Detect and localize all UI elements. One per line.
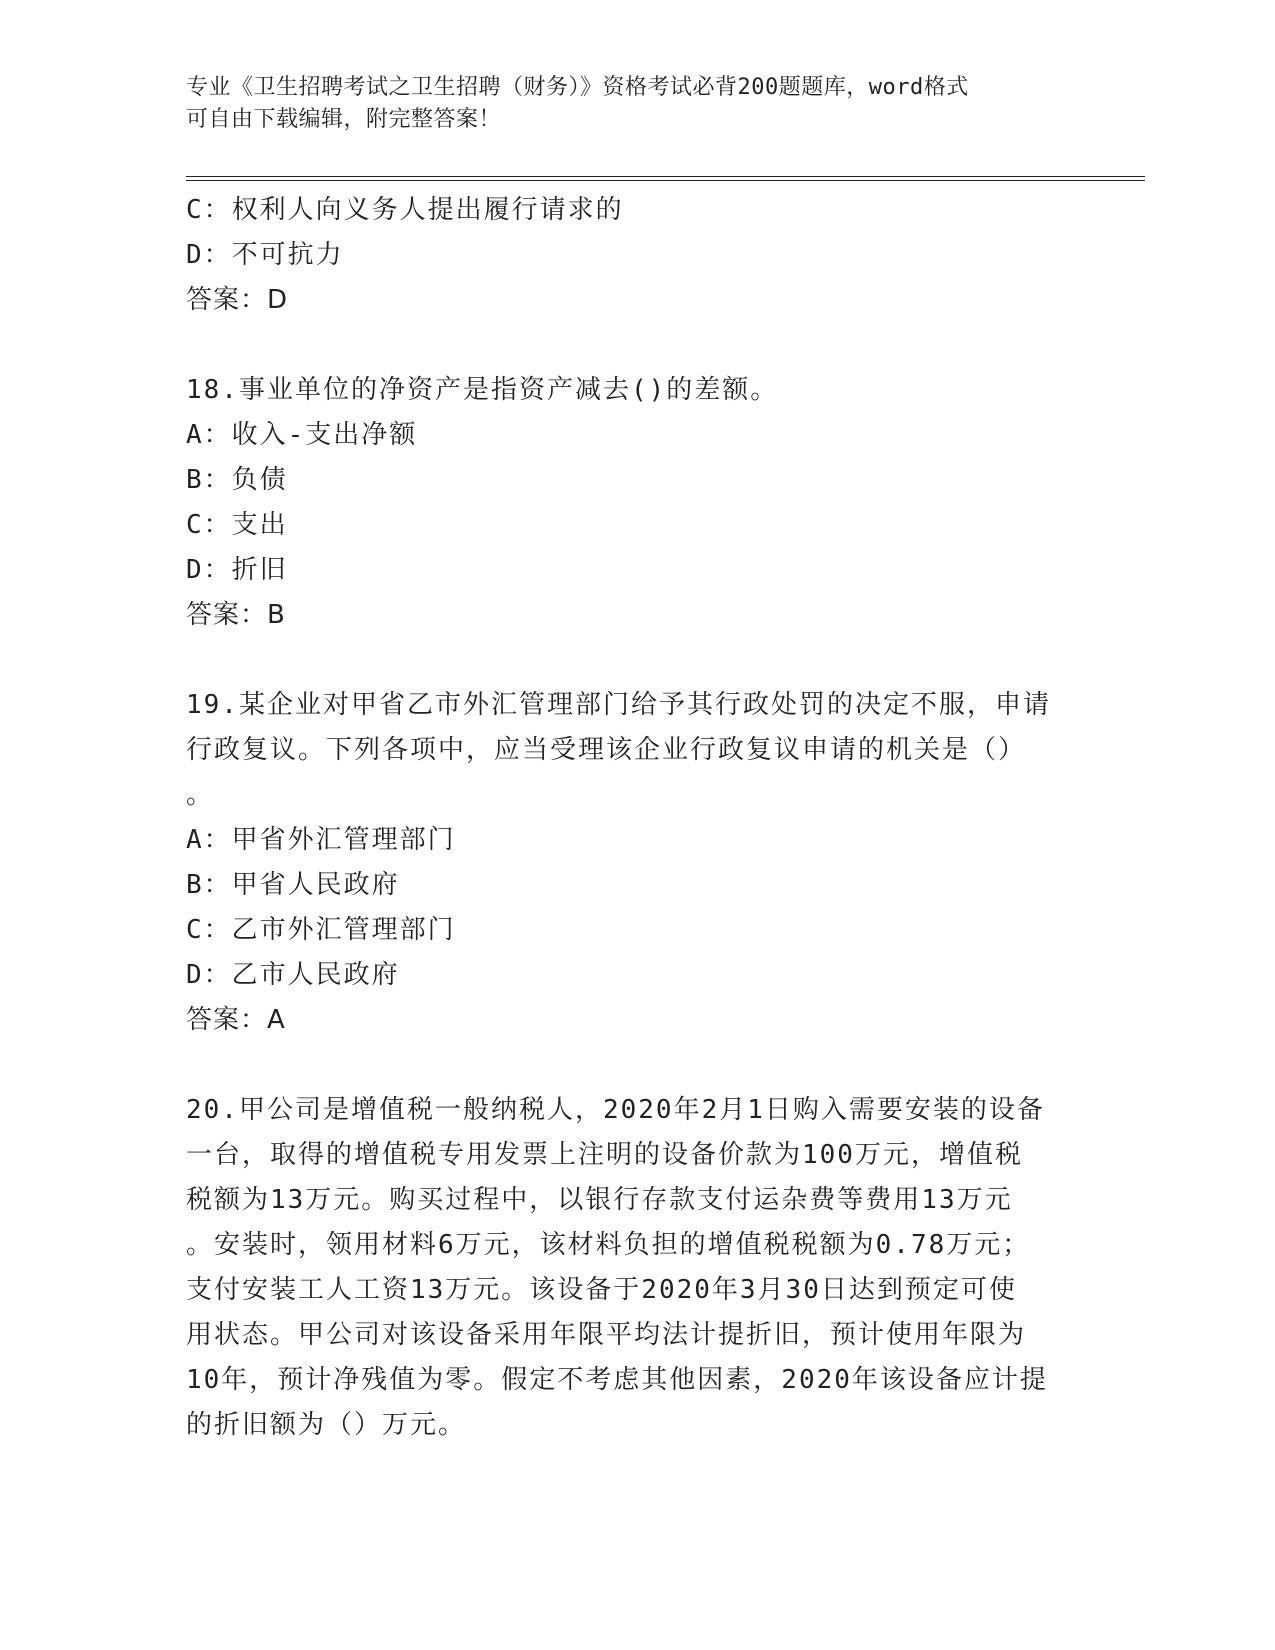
question-text-line-1: 20.甲公司是增值税一般纳税人，2020年2月1日购入需要安装的设备	[186, 1095, 1045, 1125]
question-text-line-1: 19.某企业对甲省乙市外汇管理部门给予其行政处罚的决定不服，申请	[186, 690, 1051, 720]
option-a: A：甲省外汇管理部门	[186, 825, 456, 855]
question-20	[186, 1088, 1086, 1448]
option-c: C：乙市外汇管理部门	[186, 915, 456, 945]
option-d: D：折旧	[186, 555, 288, 585]
question-text-line-8: 的折旧额为（）万元。	[186, 1410, 467, 1440]
option-c: C：权利人向义务人提出履行请求的	[186, 195, 624, 225]
header-divider-bottom	[186, 180, 1145, 181]
option-c: C：支出	[186, 510, 288, 540]
option-b: B：负债	[186, 465, 288, 495]
question-text-line-2: 一台，取得的增值税专用发票上注明的设备价款为100万元，增值税	[186, 1140, 1023, 1170]
answer: 答案：B	[186, 600, 286, 630]
question-text: 18.事业单位的净资产是指资产减去()的差额。	[186, 375, 779, 405]
document-header	[186, 72, 1086, 136]
question-19	[186, 683, 1086, 1043]
header-line-1: 专业《卫生招聘考试之卫生招聘（财务）》资格考试必背200题题库，word格式	[186, 75, 969, 100]
question-text-line-4: 。安装时，领用材料6万元，该材料负担的增值税税额为0.78万元；	[186, 1230, 1031, 1260]
option-b: B：甲省人民政府	[186, 870, 400, 900]
header-line-2: 可自由下载编辑，附完整答案！	[186, 107, 502, 132]
question-text-line-6: 用状态。甲公司对该设备采用年限平均法计提折旧，预计使用年限为	[186, 1320, 1027, 1350]
question-text-line-3: 税额为13万元。购买过程中，以银行存款支付运杂费等费用13万元	[186, 1185, 1013, 1215]
spacer	[186, 638, 1086, 683]
spacer	[186, 323, 1086, 368]
answer: 答案：D	[186, 285, 289, 315]
question-content	[186, 188, 1086, 1448]
answer: 答案：A	[186, 1005, 286, 1035]
option-d: D：乙市人民政府	[186, 960, 400, 990]
header-divider-top	[186, 176, 1145, 177]
question-17-tail	[186, 188, 1086, 323]
option-a: A：收入-支出净额	[186, 420, 418, 450]
question-text-line-7: 10年，预计净残值为零。假定不考虑其他因素，2020年该设备应计提	[186, 1365, 1048, 1395]
question-text-line-5: 支付安装工人工资13万元。该设备于2020年3月30日达到预定可使	[186, 1275, 1017, 1305]
question-text-line-3: 。	[186, 780, 215, 810]
question-text-line-2: 行政复议。下列各项中，应当受理该企业行政复议申请的机关是（）	[186, 735, 1027, 765]
option-d: D：不可抗力	[186, 240, 344, 270]
question-18	[186, 368, 1086, 638]
spacer	[186, 1043, 1086, 1088]
